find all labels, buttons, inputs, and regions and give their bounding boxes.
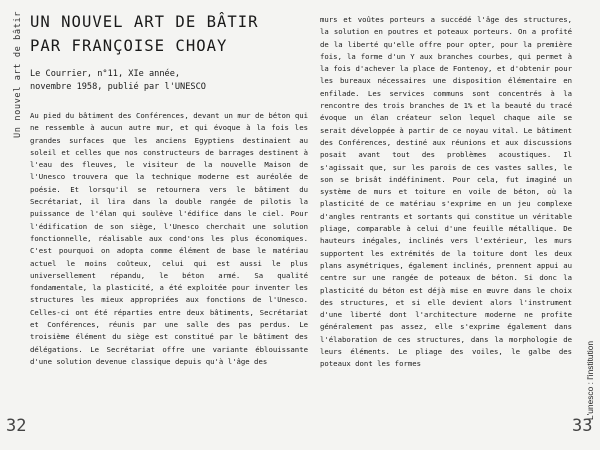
article-title-line-2: PAR FRANÇOISE CHOAY [30, 37, 228, 55]
page-number-right: 33 [572, 416, 593, 436]
running-head-left-text: Un nouvel art de bâtir [13, 10, 23, 138]
running-head-left [2, 10, 23, 170]
body-text-left-column: Au pied du bâtiment des Conférences, devant un mur de béton qui ne ressemble à aucun autre mur, et qui évoque à la fois les grandes surfaces que les anciens Egyptiens destinaient au soleil et celles que nos constructeurs de barrages destinent à l'eau des fleuves, le visiteur de la nouvelle Maison de l'Unesco trouvera que la technique moderne est auréolée de poésie. Et lorsqu'il se retournera vers le bâtiment du Secrétariat, il lira dans la double rangée de pilotis la puissance de l'élan qui soulève l'édifice dans le ciel. Pour l'édification de son siège, l'Unesco cherchait une solution fonctionnelle, réalisable aux cond'ons les plus économiques. C'est pourquoi on adopta comme élément de base le matériau actuel le moins coûteux, celui qui est aussi le plus universellement répandu, le béton armé. Sa qualité fondamentale, la plasticité, a été exploitée pour inventer les structures les mieux appropriées aux fonctions de l'Unesco. Celles-ci ont été réparties entre deux bâtiments, Secrétariat et Conférences, réunis par une salle des pas perdus. Le troisième élément du siège est constitué par le bâtiment des délégations. Le Secrétariat offre une variante éblouissante d'une solution devenue classique depuis qu'à l'âge des [30, 111, 308, 366]
article-title-line-1: UN NOUVEL ART DE BÂTIR [30, 13, 259, 31]
body-text-right-column: murs et voûtes porteurs a succédé l'âge des structures, la solution en poutres et poteaux porteurs. On a profité de la liberté qu'elle offre pour opter, pour la première fois, la forme d'un Y aux branches courbes, qui permet à la fois d'achever la place de Fontenoy, et d'obtenir pour les bureaux nécessaires une disposition élémentaire en enfilade. Les services communs sont concentrés à la rencontre des trois branches de 1% et la beauté du tracé évoque un élan créateur selon lequel chaque aile se serait développée à partir de ce noyau vital. Le bâtiment des Conférences, destiné aux réunions et aux discussions posait avant tout des problèmes acoustiques. Il s'agissait que, sur les parois de ces vastes salles, le son se brisât indéfiniment. Pour cela, fut imaginé un système de murs et toiture en voile de béton, où la plasticité de ce matériau s'exprime en un jeu complexe d'angles rentrants et sortants qui constitue un véritable pliage, comparable à celui d'une feuille métallique. De hauteurs inégales, inclinés vers l'extérieur, les murs supportent les extrémités de la toiture dont les deux plans asymétriques, également inclinés, prennent appui au centre sur une rangée de poteaux de béton. Si donc la plasticité du béton est déjà mise en œuvre dans le choix des structures, et si elle devient alors l'instrument d'une liberté dont l'architecture moderne ne profite généralement pas assez, elle s'exprime également dans l'élaboration de ces structures, dans la morphologie de leurs éléments. Le pliage des voiles, le galbe des poteaux dont les formes [320, 15, 572, 369]
article-subtitle-line-1: Le Courrier, n°11, XIe année, [30, 69, 181, 79]
running-head-right-text: L'unesco : l'institution [585, 340, 595, 420]
article-subtitle [30, 68, 310, 94]
page-number-left: 32 [6, 416, 27, 436]
article-title [30, 10, 310, 58]
article-subtitle-line-2: novembre 1958, publié par l'UNESCO [30, 82, 206, 92]
